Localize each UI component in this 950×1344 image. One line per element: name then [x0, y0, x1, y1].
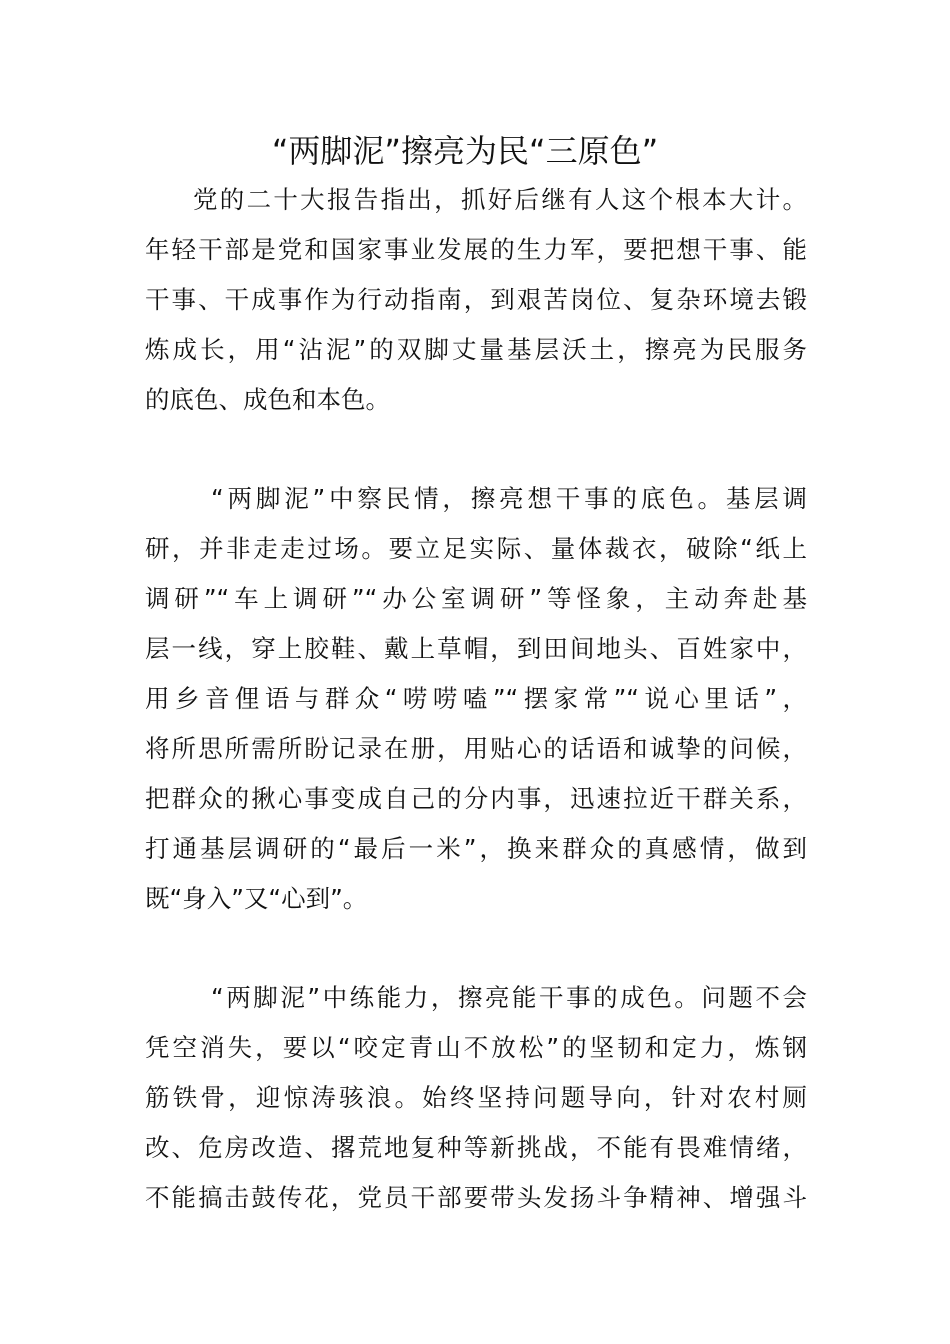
paragraph-line: 打通基层调研的“最后一米”，换来群众的真感情，做到: [145, 834, 807, 863]
paragraph-3: [145, 973, 807, 1223]
document-title: “两脚泥”擦亮为民“三原色”: [271, 132, 659, 170]
paragraph-line: 调研”“车上调研”“办公室调研”等怪象，主动奔赴基: [145, 584, 807, 613]
paragraph-line: 的底色、成色和本色。: [145, 385, 390, 414]
paragraph-line: 把群众的揪心事变成自己的分内事，迅速拉近干群关系，: [145, 784, 807, 813]
paragraph-line: 既“身入”又“心到”。: [145, 884, 368, 913]
paragraph-line: “两脚泥”中察民情，擦亮想干事的底色。基层调: [211, 484, 807, 513]
paragraph-line: 党的二十大报告指出，抓好后继有人这个根本大计。: [193, 185, 807, 214]
paragraph-1: [145, 175, 807, 425]
paragraph-line: 研，并非走走过场。要立足实际、量体裁衣，破除“纸上: [145, 534, 807, 563]
paragraph-line: 炼成长，用“沾泥”的双脚丈量基层沃土，擦亮为民服务: [145, 335, 807, 364]
paragraph-line: 改、危房改造、撂荒地复种等新挑战，不能有畏难情绪，: [145, 1133, 807, 1162]
paragraph-line: 不能搞击鼓传花，党员干部要带头发扬斗争精神、增强斗: [145, 1183, 807, 1212]
paragraph-line: 凭空消失，要以“咬定青山不放松”的坚韧和定力，炼钢: [145, 1033, 807, 1062]
paragraph-line: 筋铁骨，迎惊涛骇浪。始终坚持问题导向，针对农村厕: [145, 1083, 807, 1112]
paragraph-line: 年轻干部是党和国家事业发展的生力军，要把想干事、能: [145, 235, 807, 264]
paragraph-line: “两脚泥”中练能力，擦亮能干事的成色。问题不会: [211, 983, 807, 1012]
paragraph-line: 干事、干成事作为行动指南，到艰苦岗位、复杂环境去锻: [145, 285, 807, 314]
paragraph-line: 用乡音俚语与群众“唠唠嗑”“摆家常”“说心里话”，: [145, 684, 807, 713]
paragraph-line: 层一线，穿上胶鞋、戴上草帽，到田间地头、百姓家中，: [145, 634, 807, 663]
paragraph-line: 将所思所需所盼记录在册，用贴心的话语和诚挚的问候，: [145, 734, 807, 763]
paragraph-2: [145, 474, 807, 924]
